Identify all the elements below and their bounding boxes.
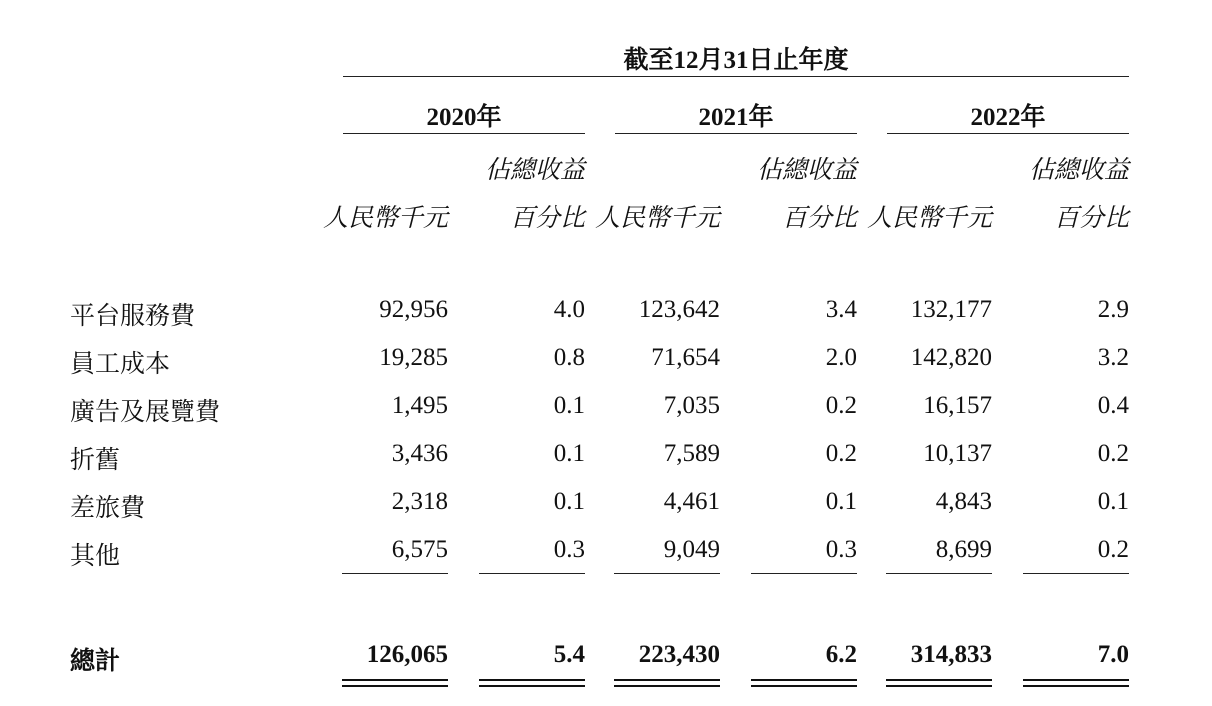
table-cell: 0.2 <box>1097 440 1129 467</box>
subtotal-rule <box>342 573 448 574</box>
table-cell: 1,495 <box>391 392 448 419</box>
subtotal-rule <box>886 573 992 574</box>
pct-header-line2: 百分比 <box>781 205 857 232</box>
table-cell: 2.0 <box>825 344 857 371</box>
table-cell: 6,575 <box>391 536 448 563</box>
table-cell: 0.3 <box>825 536 857 563</box>
table-cell: 7,035 <box>663 392 720 419</box>
table-cell: 4.0 <box>553 296 585 323</box>
table-cell: 0.1 <box>553 488 585 515</box>
pct-header-line2: 百分比 <box>1053 205 1129 232</box>
year-rule-2020 <box>343 133 585 134</box>
table-cell: 0.2 <box>1097 536 1129 563</box>
table-cell: 123,642 <box>638 296 720 323</box>
table-cell: 2,318 <box>391 488 448 515</box>
table-cell: 92,956 <box>379 296 448 323</box>
table-cell: 0.1 <box>825 488 857 515</box>
year-header-2022: 2022年 <box>970 104 1046 131</box>
table-cell: 3,436 <box>391 440 448 467</box>
table-cell: 4,843 <box>935 488 992 515</box>
row-label: 折舊 <box>70 447 121 474</box>
total-double-rule <box>342 679 448 687</box>
total-cell: 126,065 <box>366 641 448 668</box>
subtotal-rule <box>1023 573 1129 574</box>
table-cell: 142,820 <box>910 344 992 371</box>
table-cell: 0.3 <box>553 536 585 563</box>
total-cell: 6.2 <box>825 641 857 668</box>
total-cell: 223,430 <box>638 641 720 668</box>
total-cell: 314,833 <box>910 641 992 668</box>
row-label: 廣告及展覽費 <box>70 399 221 426</box>
pct-header-line1: 佔總收益 <box>1028 157 1129 184</box>
subtotal-rule <box>614 573 720 574</box>
table-cell: 9,049 <box>663 536 720 563</box>
subtotal-rule <box>479 573 585 574</box>
amount-header: 人民幣千元 <box>322 205 448 232</box>
total-double-rule <box>614 679 720 687</box>
table-cell: 0.8 <box>553 344 585 371</box>
table-cell: 4,461 <box>663 488 720 515</box>
table-cell: 132,177 <box>910 296 992 323</box>
pct-header-line1: 佔總收益 <box>484 157 585 184</box>
pct-header-line2: 百分比 <box>509 205 585 232</box>
table-cell: 0.1 <box>553 440 585 467</box>
table-cell: 3.2 <box>1097 344 1129 371</box>
period-header: 截至12月31日止年度 <box>623 47 849 74</box>
year-header-2020: 2020年 <box>426 104 502 131</box>
total-double-rule <box>1023 679 1129 687</box>
amount-header: 人民幣千元 <box>594 205 720 232</box>
table-cell: 3.4 <box>825 296 857 323</box>
row-label: 差旅費 <box>70 495 146 522</box>
year-header-2021: 2021年 <box>698 104 774 131</box>
total-cell: 7.0 <box>1097 641 1129 668</box>
total-double-rule <box>751 679 857 687</box>
table-cell: 8,699 <box>935 536 992 563</box>
table-cell: 0.2 <box>825 440 857 467</box>
total-label: 總計 <box>70 648 121 675</box>
table-cell: 7,589 <box>663 440 720 467</box>
table-cell: 10,137 <box>923 440 992 467</box>
year-rule-2022 <box>887 133 1129 134</box>
row-label: 平台服務費 <box>70 303 196 330</box>
table-cell: 0.1 <box>553 392 585 419</box>
year-rule-2021 <box>615 133 857 134</box>
table-cell: 19,285 <box>379 344 448 371</box>
table-cell: 2.9 <box>1097 296 1129 323</box>
period-rule <box>343 76 1129 77</box>
table-cell: 71,654 <box>651 344 720 371</box>
amount-header: 人民幣千元 <box>866 205 992 232</box>
table-cell: 0.1 <box>1097 488 1129 515</box>
table-cell: 16,157 <box>923 392 992 419</box>
table-cell: 0.2 <box>825 392 857 419</box>
total-double-rule <box>886 679 992 687</box>
pct-header-line1: 佔總收益 <box>756 157 857 184</box>
subtotal-rule <box>751 573 857 574</box>
total-double-rule <box>479 679 585 687</box>
table-cell: 0.4 <box>1097 392 1129 419</box>
row-label: 員工成本 <box>70 351 171 378</box>
row-label: 其他 <box>70 543 121 570</box>
total-cell: 5.4 <box>553 641 585 668</box>
